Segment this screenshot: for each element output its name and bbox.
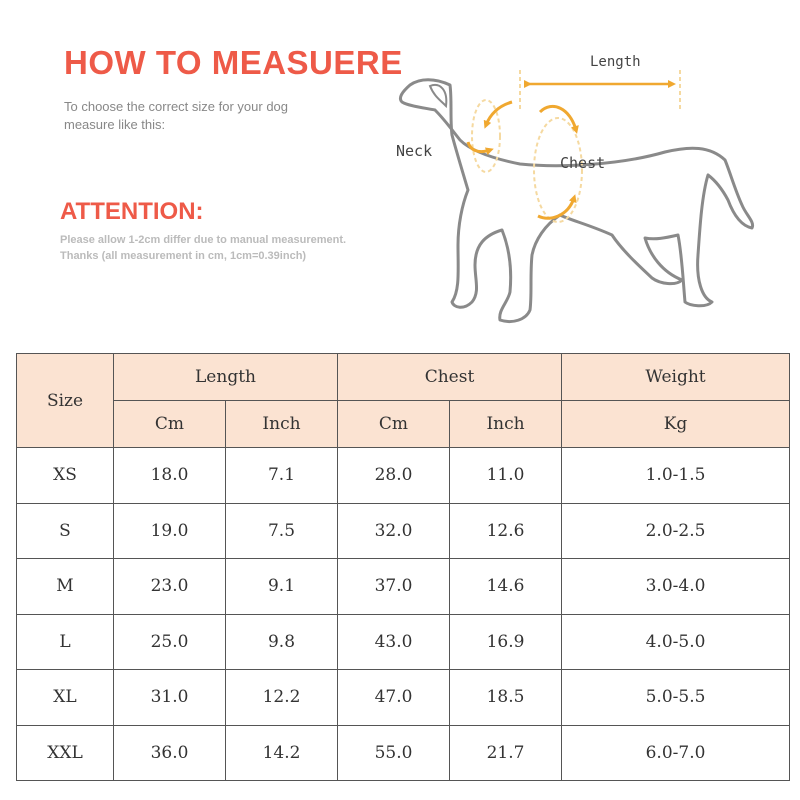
table-cell: 28.0 xyxy=(338,448,450,504)
table-cell: 32.0 xyxy=(338,503,450,559)
table-cell: 4.0-5.0 xyxy=(562,614,790,670)
table-row xyxy=(17,725,790,781)
table-cell: 1.0-1.5 xyxy=(562,448,790,504)
table-cell: 25.0 xyxy=(114,614,226,670)
table-cell: 21.7 xyxy=(450,725,562,781)
table-cell: 14.2 xyxy=(226,725,338,781)
dog-measurement-diagram xyxy=(390,40,770,340)
table-cell: 19.0 xyxy=(114,503,226,559)
table-cell: 16.9 xyxy=(450,614,562,670)
table-cell: 3.0-4.0 xyxy=(562,559,790,615)
weight-group-header: Weight xyxy=(562,354,790,401)
table-cell: 36.0 xyxy=(114,725,226,781)
length-label: Length xyxy=(590,54,641,70)
table-cell: 14.6 xyxy=(450,559,562,615)
table-cell: 12.6 xyxy=(450,503,562,559)
table-cell: 5.0-5.5 xyxy=(562,670,790,726)
table-row xyxy=(17,670,790,726)
size-cell: S xyxy=(17,503,114,559)
size-column-header: Size xyxy=(17,354,114,448)
table-cell: 31.0 xyxy=(114,670,226,726)
table-cell: 55.0 xyxy=(338,725,450,781)
table-cell: 18.0 xyxy=(114,448,226,504)
size-cell: M xyxy=(17,559,114,615)
dog-ear xyxy=(430,85,446,106)
intro-line: To choose the correct size for your dog xyxy=(64,99,289,114)
table-row xyxy=(17,559,790,615)
chest-arrow xyxy=(538,198,574,218)
table-row xyxy=(17,614,790,670)
unit-header: Cm xyxy=(338,401,450,448)
table-cell: 11.0 xyxy=(450,448,562,504)
table-cell: 18.5 xyxy=(450,670,562,726)
attention-note xyxy=(60,232,420,264)
attention-heading: ATTENTION: xyxy=(60,198,204,225)
table-cell: 23.0 xyxy=(114,559,226,615)
table-cell: 2.0-2.5 xyxy=(562,503,790,559)
table-row xyxy=(17,503,790,559)
table-cell: 7.1 xyxy=(226,448,338,504)
note-line: Please allow 1-2cm differ due to manual measurement. xyxy=(60,234,347,246)
unit-header: Cm xyxy=(114,401,226,448)
note-line: Thanks (all measurement in cm, 1cm=0.39inch) xyxy=(60,250,307,262)
table-row xyxy=(17,448,790,504)
unit-header: Inch xyxy=(226,401,338,448)
length-group-header: Length xyxy=(114,354,338,401)
page-title: HOW TO MEASUERE xyxy=(64,44,403,81)
table-cell: 9.8 xyxy=(226,614,338,670)
intro-text xyxy=(64,98,364,134)
table-cell: 37.0 xyxy=(338,559,450,615)
size-cell: XS xyxy=(17,448,114,504)
table-cell: 6.0-7.0 xyxy=(562,725,790,781)
table-cell: 12.2 xyxy=(226,670,338,726)
unit-header: Kg xyxy=(562,401,790,448)
size-cell: XL xyxy=(17,670,114,726)
table-cell: 43.0 xyxy=(338,614,450,670)
table-cell: 7.5 xyxy=(226,503,338,559)
table-cell: 47.0 xyxy=(338,670,450,726)
intro-line: measure like this: xyxy=(64,117,166,132)
chest-group-header: Chest xyxy=(338,354,562,401)
neck-arrow xyxy=(468,142,490,152)
table-cell: 9.1 xyxy=(226,559,338,615)
size-chart-table xyxy=(16,353,790,781)
chest-label: Chest xyxy=(560,154,606,172)
unit-header: Inch xyxy=(450,401,562,448)
size-cell: L xyxy=(17,614,114,670)
size-cell: XXL xyxy=(17,725,114,781)
neck-label: Neck xyxy=(396,142,433,160)
